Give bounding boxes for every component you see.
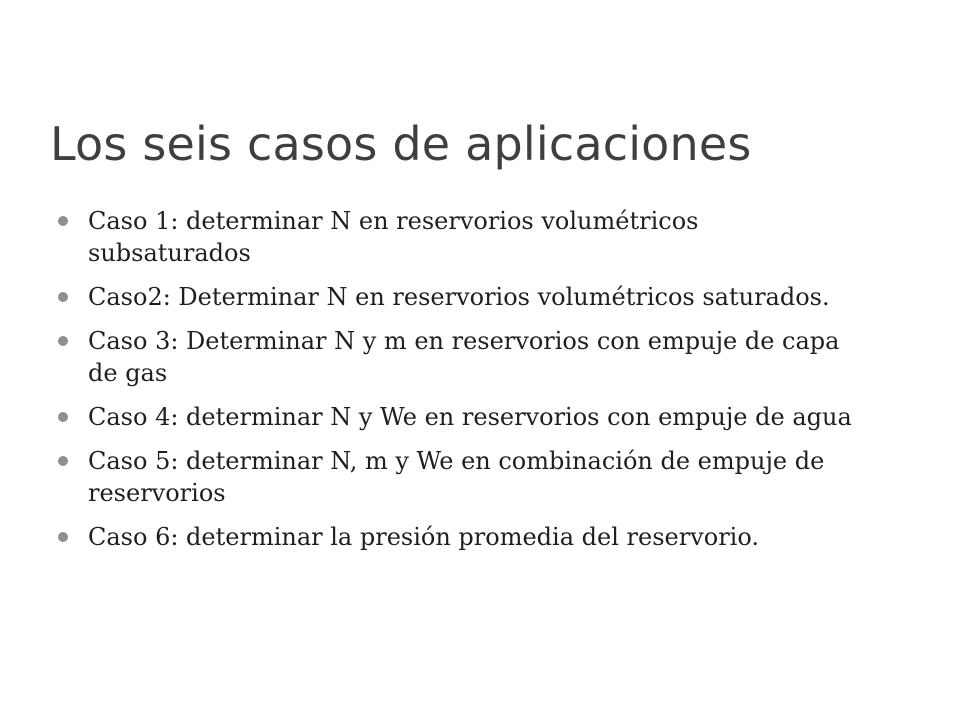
bullet-text: Caso 4: determinar N y We en reservorios con empuje de agua: [88, 403, 852, 431]
bullet-text: Caso 3: Determinar N y m en reservorios con empuje de capa de gas: [88, 327, 840, 387]
bullet-item-caso-1: [56, 205, 856, 269]
bullet-dot-icon: [58, 292, 68, 302]
bullet-text: Caso 6: determinar la presión promedia del reservorio.: [88, 523, 759, 551]
bullet-list: [56, 205, 856, 565]
bullet-dot-icon: [58, 456, 68, 466]
bullet-item-caso-3: [56, 325, 856, 389]
bullet-dot-icon: [58, 412, 68, 422]
bullet-item-caso-2: [56, 281, 856, 313]
bullet-text: Caso2: Determinar N en reservorios volumétricos saturados.: [88, 283, 830, 311]
bullet-text: Caso 5: determinar N, m y We en combinación de empuje de reservorios: [88, 447, 825, 507]
bullet-item-caso-5: [56, 445, 856, 509]
bullet-item-caso-6: [56, 521, 856, 553]
bullet-dot-icon: [58, 336, 68, 346]
bullet-item-caso-4: [56, 401, 856, 433]
slide-title: Los seis casos de aplicaciones: [50, 117, 752, 171]
bullet-dot-icon: [58, 216, 68, 226]
bullet-dot-icon: [58, 532, 68, 542]
bullet-text: Caso 1: determinar N en reservorios volumétricos subsaturados: [88, 207, 699, 267]
